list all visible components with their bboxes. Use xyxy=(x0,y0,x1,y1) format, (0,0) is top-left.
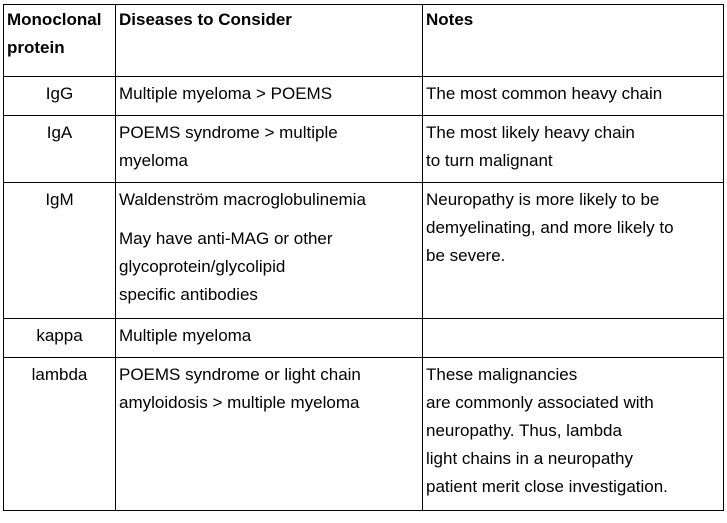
monoclonal-protein-table-container xyxy=(3,4,724,511)
protein-label: IgA xyxy=(46,123,73,142)
diseases-cell xyxy=(116,319,423,358)
table-row-igg xyxy=(4,77,724,116)
protein-cell xyxy=(4,358,116,511)
protein-cell xyxy=(4,319,116,358)
protein-cell xyxy=(4,116,116,183)
table-row-lambda xyxy=(4,358,724,511)
notes-line: be severe. xyxy=(426,246,506,265)
notes-cell xyxy=(423,358,724,511)
notes-line: neuropathy. Thus, lambda xyxy=(426,421,622,440)
protein-cell xyxy=(4,77,116,116)
diseases-cell xyxy=(116,358,423,511)
diseases-extra-line: glycoprotein/glycolipid xyxy=(119,257,286,276)
header-diseases-line: Diseases to Consider xyxy=(119,10,292,29)
header-diseases-to-consider xyxy=(116,5,423,77)
notes-line: patient merit close investigation. xyxy=(426,477,668,496)
notes-line: These malignancies xyxy=(426,365,578,384)
diseases-extra-line: specific antibodies xyxy=(119,285,258,304)
notes-cell-empty xyxy=(423,319,724,358)
notes-cell xyxy=(423,116,724,183)
diseases-line: POEMS syndrome or light chain xyxy=(119,365,361,384)
notes-cell xyxy=(423,183,724,319)
table-row-iga xyxy=(4,116,724,183)
monoclonal-protein-table xyxy=(3,4,724,511)
diseases-line: POEMS syndrome > multiple xyxy=(119,123,338,142)
diseases-cell xyxy=(116,183,423,319)
notes-line: light chains in a neuropathy xyxy=(426,449,633,468)
header-monoclonal-protein xyxy=(4,5,116,77)
table-row-igm xyxy=(4,183,724,319)
diseases-line: Multiple myeloma xyxy=(119,326,252,345)
table-row-kappa xyxy=(4,319,724,358)
header-notes-line: Notes xyxy=(426,10,474,29)
notes-line: The most likely heavy chain xyxy=(426,123,635,142)
protein-label: IgG xyxy=(45,84,74,103)
notes-line: demyelinating, and more likely to xyxy=(426,218,674,237)
notes-line: The most common heavy chain xyxy=(426,84,663,103)
protein-label: lambda xyxy=(31,365,88,384)
header-protein-line: Monoclonal xyxy=(7,10,102,29)
diseases-line: amyloidosis > multiple myeloma xyxy=(119,393,360,412)
protein-label: IgM xyxy=(45,190,74,209)
diseases-cell xyxy=(116,77,423,116)
protein-label: kappa xyxy=(36,326,83,345)
notes-line: are commonly associated with xyxy=(426,393,654,412)
diseases-cell xyxy=(116,116,423,183)
notes-cell xyxy=(423,77,724,116)
diseases-line: Waldenström macroglobulinemia xyxy=(119,190,366,209)
diseases-line: Multiple myeloma > POEMS xyxy=(119,84,333,103)
notes-line: Neuropathy is more likely to be xyxy=(426,190,660,209)
diseases-extra-line: May have anti-MAG or other xyxy=(119,229,333,248)
table-header-row xyxy=(4,5,724,77)
diseases-line: myeloma xyxy=(119,151,188,170)
notes-line: to turn malignant xyxy=(426,151,553,170)
protein-cell xyxy=(4,183,116,319)
header-notes xyxy=(423,5,724,77)
header-protein-line: protein xyxy=(7,38,65,57)
